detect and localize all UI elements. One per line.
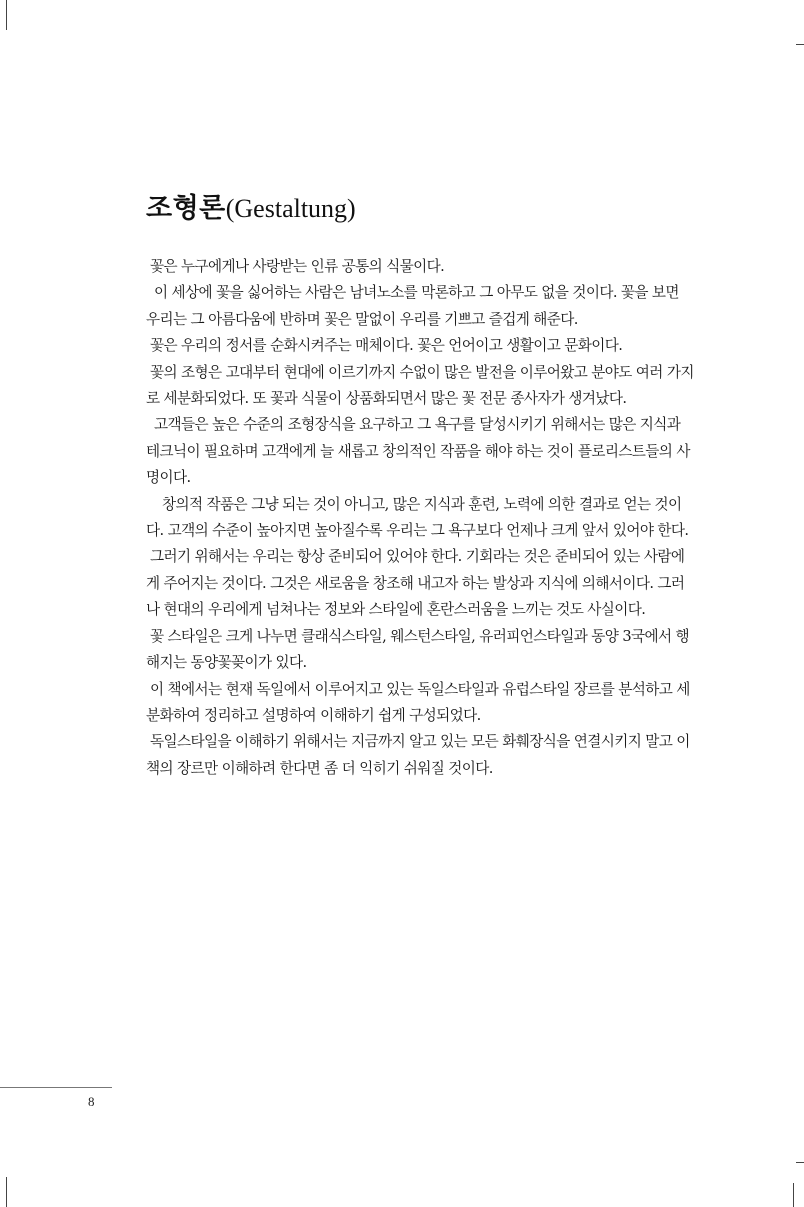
title-english: (Gestaltung) [225,194,356,223]
paragraph: 창의적 작품은 그냥 되는 것이 아니고, 많은 지식과 훈련, 노력에 의한 결과로 얻는 것이다. 고객의 수준이 높아지면 높아질수록 우리는 그 욕구보다 언제나 크게 앞서 있어야 한다. [146,495,689,540]
paragraph: 그러기 위해서는 우리는 항상 준비되어 있어야 한다. 기회라는 것은 준비되어 있는 사람에게 주어지는 것이다. 그것은 새로움을 창조해 내고자 하는 발상과 지식에 의해서이다. 그러나 현대의 우리에게 넘쳐나는 정보와 스타일에 혼란스러움을 느끼는 것도 사실이다. [146,548,685,619]
paragraph: 꽃 스타일은 크게 나누면 클래식스타일, 웨스턴스타일, 유러피언스타일과 동양 3국에서 행해지는 동양꽃꽂이가 있다. [146,627,690,672]
paragraph: 꽃은 누구에게나 사랑받는 인류 공통의 식물이다. [150,258,445,275]
footer-rule [0,1087,112,1088]
crop-mark-top-right [796,44,804,45]
crop-mark-bottom-left [6,1177,7,1207]
paragraph: 꽃은 우리의 정서를 순화시켜주는 매체이다. 꽃은 언어이고 생활이고 문화이다. [150,337,623,355]
paragraph: 고객들은 높은 수준의 조형장식을 요구하고 그 욕구를 달성시키기 위해서는 많은 지식과 테크닉이 필요하며 고객에게 늘 새롭고 창의적인 작품을 해야 하는 것이 플로리스트들의 사명이다. [146,416,690,487]
paragraph: 독일스타일을 이해하기 위해서는 지금까지 알고 있는 모든 화훼장식을 연결시키지 말고 이 책의 장르만 이해하려 한다면 좀 더 익히기 쉬워질 것이다. [146,733,690,777]
crop-mark-bottom-right-vertical [793,1183,794,1207]
title-korean: 조형론 [146,193,226,224]
paragraph: 꽃의 조형은 고대부터 현대에 이르기까지 수없이 많은 발전을 이루어왔고 분야도 여러 가지로 세분화되었다. 또 꽃과 식물이 상품화되면서 많은 꽃 전문 종사자가 생겨났다. [146,363,694,408]
page-number: 8 [88,1094,95,1109]
crop-mark-bottom-right [796,1162,804,1163]
page-title [146,190,356,222]
paragraph: 이 세상에 꽃을 싫어하는 사람은 남녀노소를 막론하고 그 아무도 없을 것이다. 꽃을 보면 우리는 그 아름다움에 반하며 꽃은 말없이 우리를 기쁘고 즐겁게 해준다. [146,284,679,328]
paragraph: 이 책에서는 현재 독일에서 이루어지고 있는 독일스타일과 유럽스타일 장르를 분석하고 세분화하여 정리하고 설명하여 이해하기 쉽게 구성되었다. [146,680,690,724]
crop-mark-top-left [6,0,7,30]
body-text [146,254,694,782]
